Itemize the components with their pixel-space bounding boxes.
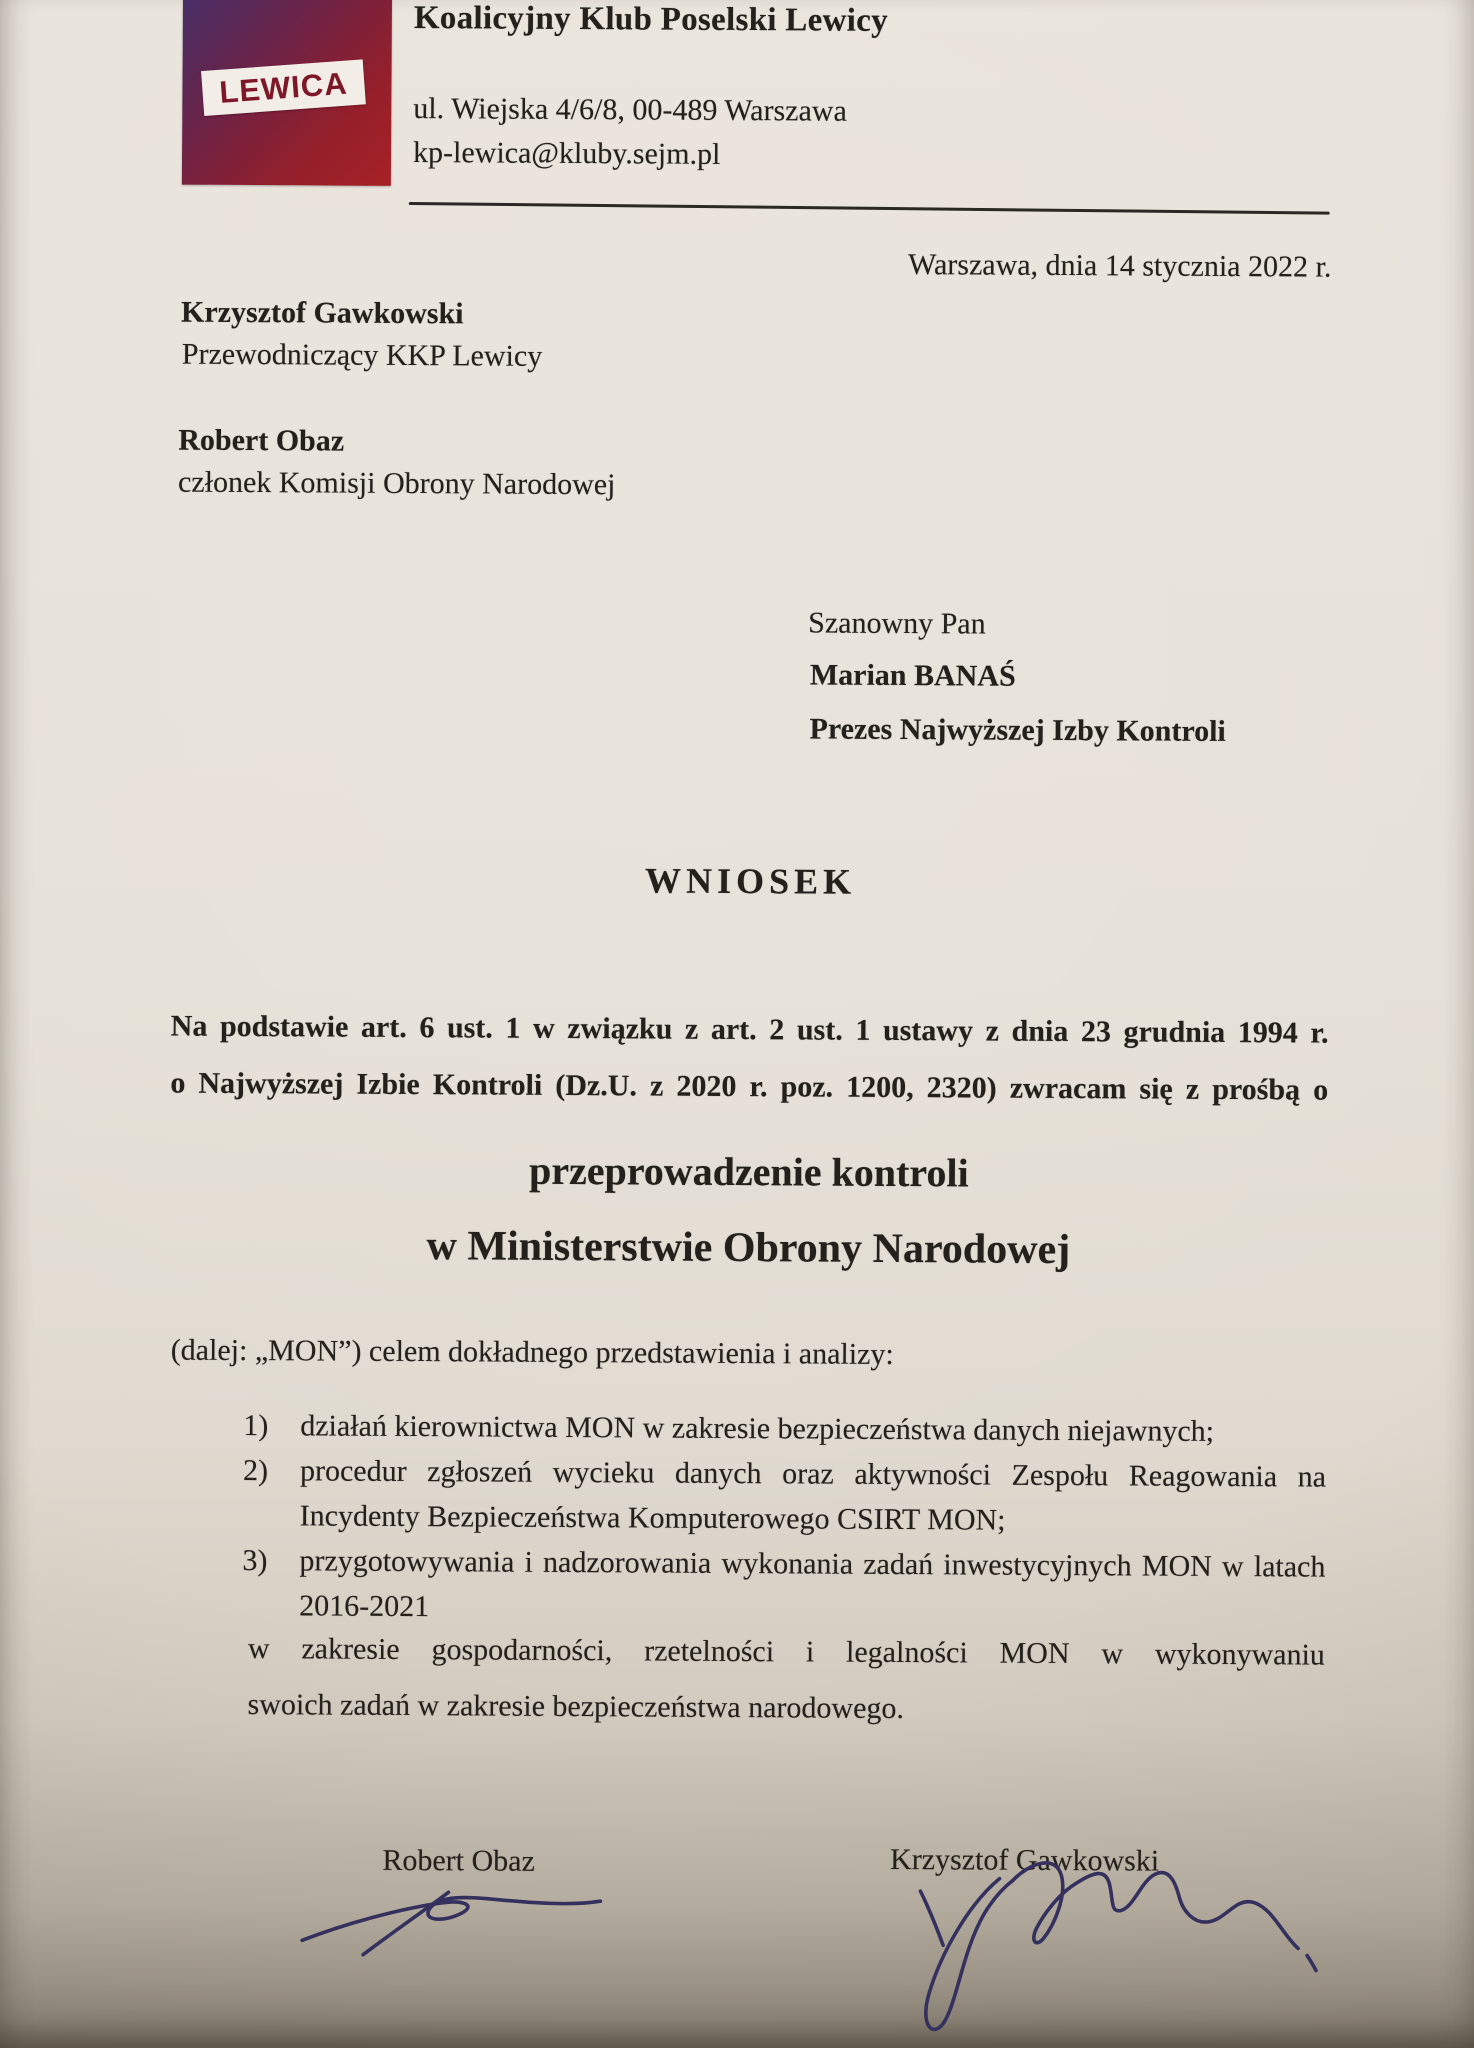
intro-line: (dalej: „MON”) celem dokładnego przedstawienia i analizy: <box>170 1333 894 1371</box>
sender-2-role: członek Komisji Obrony Narodowej <box>177 465 616 502</box>
signature-ink-dot <box>1307 1956 1316 1971</box>
request-heading-line-2: w Ministerstwie Obrony Narodowej <box>426 1223 1071 1274</box>
closing-line-1: w zakresie gospodarności, rzetelności i legalności MON w wykonywaniu <box>247 1632 1325 1672</box>
item-text: działań kierownictwa MON w zakresie bezpieczeństwa danych niejawnych; <box>300 1409 1215 1448</box>
signature-label-robert-obaz: Robert Obaz <box>382 1843 535 1878</box>
lewica-logo-banner <box>201 59 366 116</box>
lewica-logo-text: LEWICA <box>218 65 349 110</box>
item-number: 3) <box>242 1543 268 1578</box>
org-email: kp-lewica@kluby.sejm.pl <box>412 136 721 171</box>
sender-1-name: Krzysztof Gawkowski <box>180 295 464 331</box>
org-address: ul. Wiejska 4/6/8, 00-489 Warszawa <box>413 92 847 128</box>
recipient-title: Prezes Najwyższej Izby Kontroli <box>809 712 1226 748</box>
item-text: przygotowywania i nadzorowania wykonania zadań inwestycyjnych MON w latach 2016-2021 <box>299 1544 1326 1624</box>
closing-line-2: swoich zadań w zakresie bezpieczeństwa narodowego. <box>247 1688 905 1726</box>
sender-1-role: Przewodniczący KKP Lewicy <box>181 337 543 373</box>
legal-basis-line-1: Na podstawie art. 6 ust. 1 w związku z art. 2 ust. 1 ustawy z dnia 23 grudnia 1994 r. <box>170 1009 1329 1050</box>
recipient-name: Marian BANAŚ <box>809 658 1016 693</box>
item-number: 1) <box>243 1408 269 1443</box>
numbered-list <box>242 1403 1326 1635</box>
letterhead-divider <box>409 202 1330 215</box>
document-title: WNIOSEK <box>644 860 857 902</box>
lewica-logo <box>182 0 392 186</box>
list-item <box>243 1448 1327 1545</box>
org-name: Koalicyjny Klub Poselski Lewicy <box>413 0 889 39</box>
legal-basis-paragraph <box>170 1004 1329 1114</box>
signature-krzysztof-gawkowski <box>920 1862 1317 2032</box>
item-number: 2) <box>242 1453 269 1488</box>
request-heading-line-1: przeprowadzenie kontroli <box>528 1147 969 1196</box>
signature-label-krzysztof-gawkowski: Krzysztof Gawkowski <box>889 1842 1160 1878</box>
recipient-salutation: Szanowny Pan <box>808 606 986 641</box>
list-item <box>242 1538 1326 1635</box>
sender-2-name: Robert Obaz <box>178 423 345 458</box>
item-text: procedur zgłoszeń wycieku danych oraz aktywności Zespołu Reagowania na Incydenty Bezpieczeństwa Komputerowego CSIRT MON; <box>299 1454 1327 1537</box>
date-line: Warszawa, dnia 14 stycznia 2022 r. <box>908 248 1332 284</box>
closing-paragraph <box>247 1626 1325 1735</box>
legal-basis-line-2: o Najwyższej Izbie Kontroli (Dz.U. z 2020 r. poz. 1200, 2320) zwracam się z prośbą o <box>170 1066 1329 1107</box>
list-item <box>243 1403 1326 1455</box>
signature-robert-obaz <box>302 1891 600 1956</box>
